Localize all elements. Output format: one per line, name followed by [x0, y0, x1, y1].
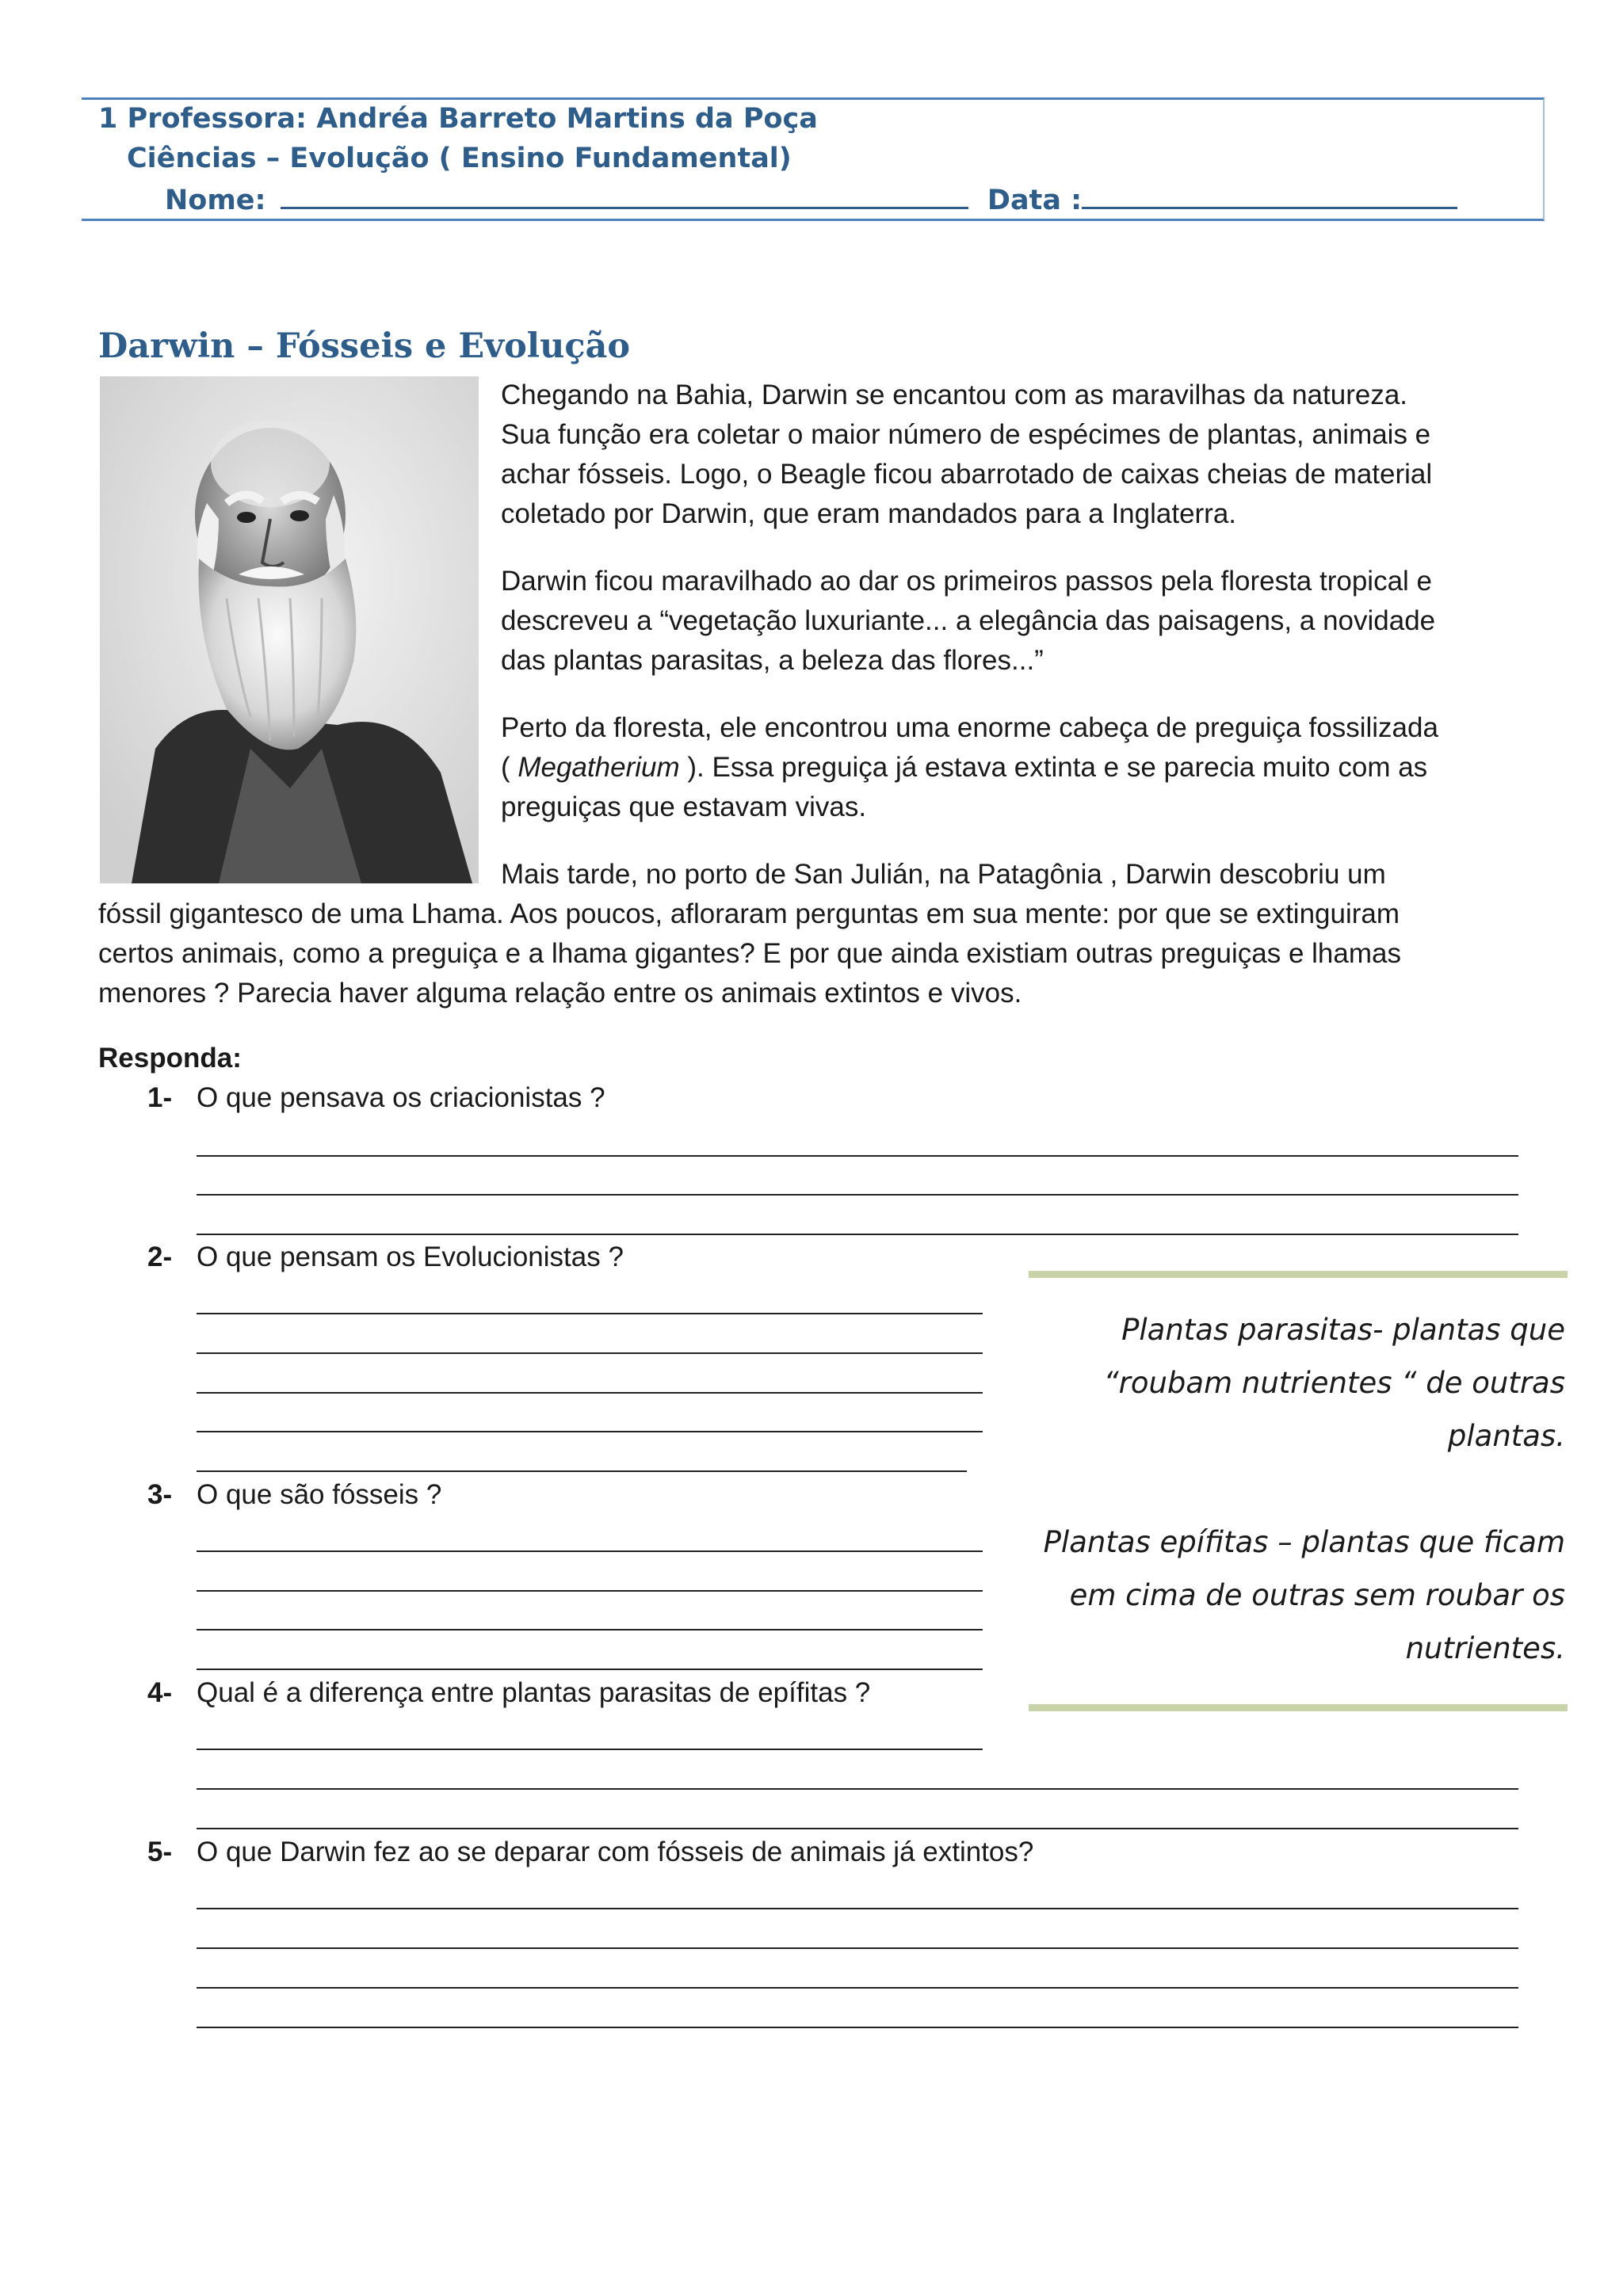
- answer-line[interactable]: [197, 1352, 983, 1354]
- answer-line[interactable]: [197, 1470, 967, 1472]
- paragraph-line: coletado por Darwin, que eram mandados para a Inglaterra.: [501, 498, 1237, 529]
- text-fragment: ). Essa preguiça já estava extinta e se parecia muito com as: [679, 752, 1428, 783]
- answer-line[interactable]: [197, 1392, 983, 1394]
- paragraph-line: Mais tarde, no porto de San Julián, na Patagônia , Darwin descobriu um: [501, 859, 1386, 890]
- answer-line[interactable]: [197, 1669, 983, 1670]
- date-field[interactable]: [1082, 183, 1457, 209]
- paragraph-line: descreveu a “vegetação luxuriante... a elegância das paisagens, a novidade: [501, 605, 1436, 636]
- paragraph-line: das plantas parasitas, a beleza das flores...”: [501, 645, 1044, 676]
- answer-line[interactable]: [197, 1788, 1518, 1790]
- answer-line[interactable]: [197, 1947, 1518, 1949]
- answer-line[interactable]: [197, 1194, 1518, 1196]
- sidebar-line: nutrientes.: [1405, 1631, 1565, 1665]
- sidebar-bottom-rule: [1029, 1704, 1568, 1711]
- answer-line[interactable]: [197, 1313, 983, 1314]
- paragraph-4: [98, 894, 1401, 1013]
- paragraph-line: [501, 748, 1438, 788]
- question-number: 1-: [147, 1082, 173, 1113]
- question-text: O que Darwin fez ao se deparar com fósseis de animais já extintos?: [197, 1836, 1034, 1867]
- answer-line[interactable]: [197, 1234, 1518, 1235]
- answer-line[interactable]: [197, 1987, 1518, 1989]
- answer-line[interactable]: [197, 2027, 1518, 2028]
- sidebar-line: Plantas epífitas – plantas que ficam: [1043, 1525, 1565, 1559]
- text-fragment: (: [501, 752, 518, 783]
- answer-line[interactable]: [197, 1550, 983, 1552]
- question-number: 3-: [147, 1479, 173, 1510]
- darwin-portrait-image: [100, 376, 479, 883]
- question-3: [147, 1479, 441, 1511]
- sidebar-line: Plantas parasitas- plantas que: [1121, 1313, 1565, 1347]
- paragraph-4-first-line: [501, 855, 1386, 894]
- answer-line[interactable]: [197, 1590, 983, 1592]
- paragraph-line: menores ? Parecia haver alguma relação entre os animais extintos e vivos.: [98, 978, 1022, 1009]
- page-title: Darwin – Fósseis e Evolução: [98, 326, 631, 366]
- questions-heading: Responda:: [98, 1043, 242, 1074]
- paragraph-line: Perto da floresta, ele encontrou uma enorme cabeça de preguiça fossilizada: [501, 712, 1438, 743]
- paragraph-line: certos animais, como a preguiça e a lhama gigantes? E por que ainda existiam outras preguiças e lhamas: [98, 938, 1401, 969]
- answer-line[interactable]: [197, 1749, 983, 1750]
- paragraph-line: fóssil gigantesco de uma Lhama. Aos poucos, afloraram perguntas em sua mente: por que se extinguiram: [98, 898, 1400, 929]
- sidebar-top-rule: [1029, 1271, 1568, 1278]
- question-2: [147, 1241, 624, 1273]
- answer-line[interactable]: [197, 1629, 983, 1630]
- question-1: [147, 1082, 605, 1114]
- sidebar-line: plantas.: [1447, 1419, 1565, 1453]
- question-number: 4-: [147, 1677, 173, 1708]
- paragraph-3: [501, 708, 1438, 827]
- sidebar-line: “roubam nutrientes “ de outras: [1103, 1366, 1565, 1400]
- sidebar-note-parasitic: [1042, 1303, 1565, 1463]
- paragraph-line: achar fósseis. Logo, o Beagle ficou abarrotado de caixas cheias de material: [501, 459, 1433, 490]
- teacher-line: 1 Professora: Andréa Barreto Martins da Poça: [98, 103, 818, 135]
- paragraph-line: preguiças que estavam vivas.: [501, 791, 867, 822]
- question-number: 5-: [147, 1836, 173, 1867]
- date-label: Data :: [987, 185, 1083, 216]
- paragraph-2: [501, 562, 1435, 681]
- paragraph-1: [501, 376, 1432, 534]
- question-text: O que pensam os Evolucionistas ?: [197, 1241, 624, 1272]
- species-name: Megatherium: [517, 752, 680, 783]
- name-field[interactable]: [281, 183, 968, 209]
- question-text: O que são fósseis ?: [197, 1479, 442, 1510]
- question-number: 2-: [147, 1241, 173, 1272]
- darwin-portrait: [100, 376, 479, 883]
- question-5: [147, 1836, 1033, 1868]
- question-text: Qual é a diferença entre plantas parasitas de epífitas ?: [197, 1677, 871, 1708]
- name-label: Nome:: [165, 185, 266, 216]
- subject-line: Ciências – Evolução ( Ensino Fundamental): [127, 143, 792, 174]
- sidebar-line: em cima de outras sem roubar os: [1069, 1578, 1565, 1612]
- answer-line[interactable]: [197, 1828, 1518, 1829]
- answer-line[interactable]: [197, 1431, 983, 1432]
- name-date-line: [165, 183, 1457, 216]
- answer-line[interactable]: [197, 1155, 1518, 1157]
- paragraph-line: Sua função era coletar o maior número de espécimes de plantas, animais e: [501, 419, 1431, 450]
- paragraph-line: Darwin ficou maravilhado ao dar os primeiros passos pela floresta tropical e: [501, 566, 1432, 597]
- question-text: O que pensava os criacionistas ?: [197, 1082, 605, 1113]
- question-4: [147, 1677, 870, 1709]
- sidebar-note-epiphytic: [1042, 1516, 1565, 1675]
- paragraph-line: Chegando na Bahia, Darwin se encantou com as maravilhas da natureza.: [501, 379, 1408, 410]
- answer-line[interactable]: [197, 1908, 1518, 1909]
